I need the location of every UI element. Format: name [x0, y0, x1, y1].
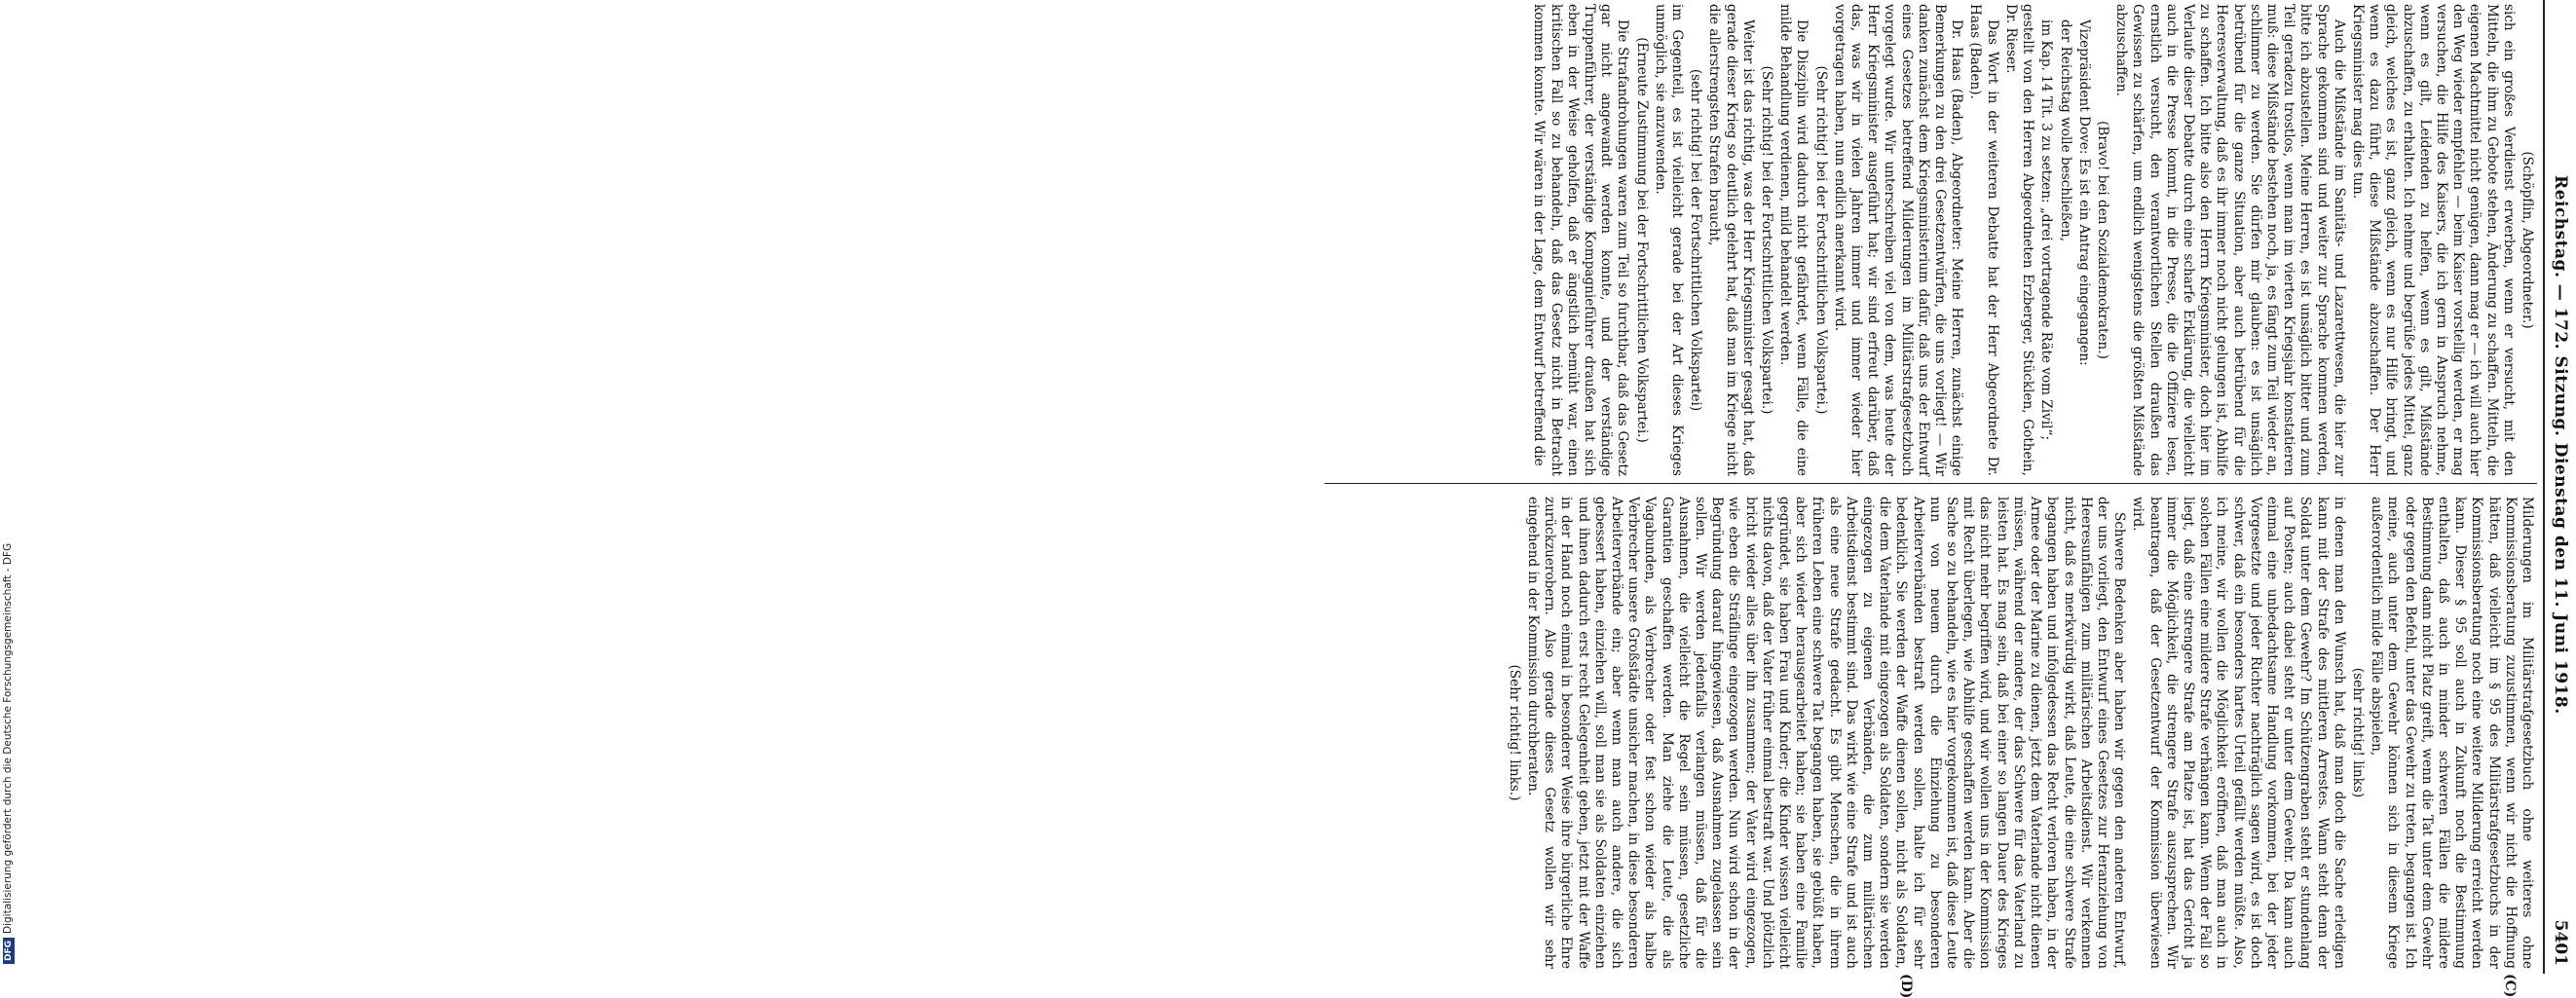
paragraph: der Reichstag wolle beschließen, — [2057, 19, 2073, 242]
page-content — [1320, 0, 2576, 998]
paragraph: Milderungen im Militärstrafgesetzbuch ohne weiteres ohne Kommissionsberatung zuzustimmen, wenn wir nicht die Hoffnung hätten, daß vielleicht im § 95 des Militärstrafgesetzbuchs in der Kommissionsberatung noch eine weitere Milderung erreicht werden kann. Dieser § 95 soll auch in Zukunft noch die Bestimmung enthalten, daß auch in minder schweren Fällen die mildere Bestimmung dann nicht Platz greift, wenn die Tat unter dem Gewehr oder gegen den Befehl, unter das Gewehr zu treten, begangen ist. Ich meine, auch unter dem Gewehr können sich in diesem Kriege außerordentlich milde Fälle abspielen, — [2369, 497, 2535, 969]
rotated-page — [1310, 0, 2576, 998]
paragraph: Das Wort in der weiteren Debatte hat der Herr Abgeordnete Dr. Haas (Baden). — [1967, 4, 2000, 476]
dfg-logo-icon: DFG — [3, 938, 15, 964]
margin-mark-d: (D) — [1898, 974, 1914, 998]
interjection: (Sehr richtig! bei der Fortschrittlichen Volkspartei.) — [1759, 65, 1775, 415]
paragraph: im Kap. 14 Tit. 3 zu setzen: „drei vortragende Räte vom Zivil“; — [2038, 19, 2055, 441]
page-header — [2543, 0, 2576, 974]
running-title: Reichstag. — 172. Sitzung. Dienstag den 11. Juni 1918. — [2551, 175, 2570, 715]
interjection: (Sehr richtig! links.) — [1506, 664, 1522, 801]
paragraph: Vizepräsident Dove: Es ist ein Antrag eingegangen: — [2075, 19, 2092, 366]
margin-mark-c: (C) — [2502, 974, 2518, 998]
speaker-running-head: (Schöpflin, Abgeordneter.) — [2520, 151, 2535, 329]
digitization-credit — [2, 0, 18, 964]
paragraph: gestellt von den Herren Abgeordneten Erzberger, Stücklen, Gothein, Dr. Rieser. — [2002, 4, 2036, 476]
paragraph: sich ein großes Verdienst erwerben, wenn er versucht, mit den Mitteln, die ihm zu Gebote stehen, Änderung zu schaffen. Mitteln, die eigenen Machtmittel nicht genügen, dann mag er — ich will auch hier den Weg wieder empfehlen — beim Kaiser vorstellig werden, er mag versuchen, die Hilfe des Kaisers, die ich gern in Anspruch nehme, wenn es gilt, Leidenden zu helfen, wenn es gilt, Mißstände abzuschaffen, zu erhalten. Ich nehme und begrüße jedes Mittel, ganz gleich, welches es ist, ganz gleich, wenn es nur Hilfe bringt, und wenn es dazu führt, diese Mißstände abzuschaffen. Der Herr Kriegsminister mag dies tun. — [2349, 4, 2517, 476]
paragraph: Schwere Bedenken aber haben wir gegen den anderen Entwurf, der uns vorliegt, den Entwurf eines Gesetzes zur Heranziehung von Heeresunfähigen zum militärischen Arbeitsdienst. Wir verkennen nicht, daß es merkwürdig wirkt, daß Leute, die eine schwere Strafe begangen haben und infolgedessen das Recht verloren haben, in der Armee oder der Marine zu dienen, jetzt dem Vaterlande nicht dienen müssen, während der andere, der das Schwere für das Vaterland zu leisten hat. Es mag sein, daß bei einer so langen Dauer des Krieges das nicht mehr begriffen wird, und wir wollen uns in der Kommission mit Recht überlegen, wie Abhilfe geschaffen werden kann. Aber die Sache so zu behandeln, wie es hier vorgekommen ist, daß diese Leute nun von neuem durch die Einziehung zu besonderen Arbeiterverbänden bestraft werden sollen, halte ich für sehr bedenklich. Sie werden der Waffe dienen sollen, nicht als Soldaten, die dem Vaterlande mit eingezogen als Soldaten, sondern sie werden eingezogen zu eigenen Verbänden, die zum militärischen Arbeitsdienst bestimmt sind. Das wirkt wie eine Strafe und ist auch als eine neue Strafe gedacht. Es gibt Menschen, die in ihrem früheren Leben eine schwere Tat begangen haben, sie gebüßt haben, aber sich wieder herausgearbeitet haben; sie haben eine Familie gegründet, sie haben Frau und Kinder; die Kinder wissen vielleicht nichts davon, daß der Vater früher einmal bestraft war. Und plötzlich bricht wieder alles über ihn zusammen; der Vater wird eingezogen, wie eben die Sträflinge eingezogen werden. Nun wird schon in der Begründung darauf hingewiesen, daß Ausnahmen zugelassen sein sollen. Wir werden jedenfalls verlangen müssen, daß für die Ausnahmen, die vielleicht die Regel sein müssen, gesetzliche Garantien geschaffen werden. Man ziehe die Leute, die als Vagabunden, als Verbrecher oder fest schon wieder als halbe Verbrecher unsere Großstädte unsicher machen, in diese besonderen Arbeiterverbände ein; aber wenn man auch andere, die sich gebessert haben, einziehen will, soll man sie als Soldaten einziehen und ihnen dadurch erst recht Gelegenheit geben, jetzt mit der Waffe in der Hand noch einmal in besonderer Weise ihre bürgerliche Ehre zurückzuerobern. Also gerade dieses Gesetz wollen wir sehr eingehend in der Kommission durchberaten. — [1525, 497, 2128, 969]
column-divider — [1325, 483, 2537, 484]
paragraph: Auch die Mißstände im Sanitäts- und Lazarettwesen, die hier zur Sprache gekommen sind und weiter zur Sprache kommen werden, bitte ich abzustellen. Meine Herren, es ist unsäglich bitter und zum Teil geradezu trostlos, wenn man im vierten Kriegsjahr konstatieren muß: diese Mißstände bestehen noch, ja, es fängt zum Teil wieder an, schlimmer zu werden. Sie dürfen mir glauben: es ist unsäglich betrübend für die ganze Situation, aber auch betrübend für die Heeresverwaltung, daß es ihr immer noch nicht gelungen ist, Abhilfe zu schaffen. Ich bitte also den Herrn Kriegsminister, doch hier im Verlaufe dieser Debatte durch eine scharfe Erklärung, die vielleicht auch in die Presse kommt, in die Presse, die die Offiziere lesen, ernstlich versucht, den verantwortlichen Stellen draußen das Gewissen zu schärfen, um endlich wenigstens die größten Mißstände abzuschaffen. — [2113, 4, 2347, 476]
paragraph: im Gegenteil, es ist vielleicht gerade bei der Art dieses Krieges unmöglich, sie anzuwenden. — [1652, 4, 1686, 476]
interjection: (Sehr richtig! bei der Fortschrittlichen Volkspartei.) — [1812, 65, 1829, 415]
paragraph: Weiter ist das richtig, was der Herr Kriegsminister gesagt hat, daß gerade dieser Krieg so deutlich gelehrt hat, daß man im Kriege nicht die allerstrengsten Strafen braucht, — [1706, 4, 1756, 476]
paragraph: Die Strafandrohungen waren zum Teil so furchtbar, daß das Gesetz gar nicht angewandt werden konnte, und der verständige Truppenführer, der verständige Kompagnieführer draußen hat sich eben in der Weise geholfen, daß er ängstlich bemüht war, einen kritischen Fall so zu behandeln, daß das Gesetz nicht in Betracht kommen konnte. Wir wären in der Lage, dem Entwurf betreffend die — [1531, 4, 1631, 476]
interjection: (sehr richtig! bei der Fortschrittlichen Volkspartei) — [1688, 68, 1704, 412]
page-number: 5401 — [2551, 919, 2570, 966]
right-column — [1323, 497, 2535, 969]
paragraph: Dr. Haas (Baden), Abgeordneter: Meine Herren, zunächst einige Bemerkungen zu den drei Gesetzentwürfen, die uns vorliegt! — Wir danken zunächst dem Kriegsministerium dafür, daß uns der Entwurf eines Gesetzes betreffend Milderungen im Militärstrafgesetzbuch vorgelegt wurde. Wir unterschreiben viel von dem, was heute der Herr Kriegsminister ausgeführt hat; wir sind erfreut darüber, daß das, was wir in vielen Jahren immer und immer wieder hier vorgetragen haben, nun endlich anerkannt wird. — [1831, 4, 1965, 476]
credit-text: Digitalisierung gefördert durch die Deutsche Forschungsgemeinschaft - DFG — [2, 542, 14, 934]
interjection: (sehr richtig! links) — [2349, 667, 2366, 798]
interjection: (Erneute Zustimmung bei der Fortschrittlichen Volkspartei.) — [1633, 37, 1650, 443]
paragraph: Die Disziplin wird dadurch nicht gefährdet, wenn Fälle, die eine milde Behandlung verdienen, mild behandelt werden. — [1777, 4, 1811, 476]
left-column — [1323, 4, 2535, 476]
interjection: (Bravo! bei den Sozialdemokraten.) — [2094, 121, 2110, 359]
paragraph: in denen man den Wunsch hat, daß man doch die Sache erledigen kann mit der Strafe des mittleren Arrestes. Wann steht denn der Soldat unter dem Gewehr? Im Schützengraben steht er stundenlang auf Posten; auch dabei steht er unter dem Gewehr. Da kann auch einmal eine unbedachtsame Handlung vorkommen, bei der jeder Vorgesetzte und jeder Richter nachträglich sagen wird, es ist doch schwer, daß ein besonders hartes Urteil gefällt werden müßte. Also, ich meine, wir wollen die Möglichkeit eröffnen, daß man auch in solchen Fällen eine mildere Strafe verhängen kann. Wenn der Fall so liegt, daß eine strengere Strafe am Platze ist, hat das Gericht ja immer die Möglichkeit, die strengere Strafe auszusprechen. Wir beantragen, daß der Gesetzentwurf der Kommission überwiesen wird. — [2130, 497, 2347, 969]
